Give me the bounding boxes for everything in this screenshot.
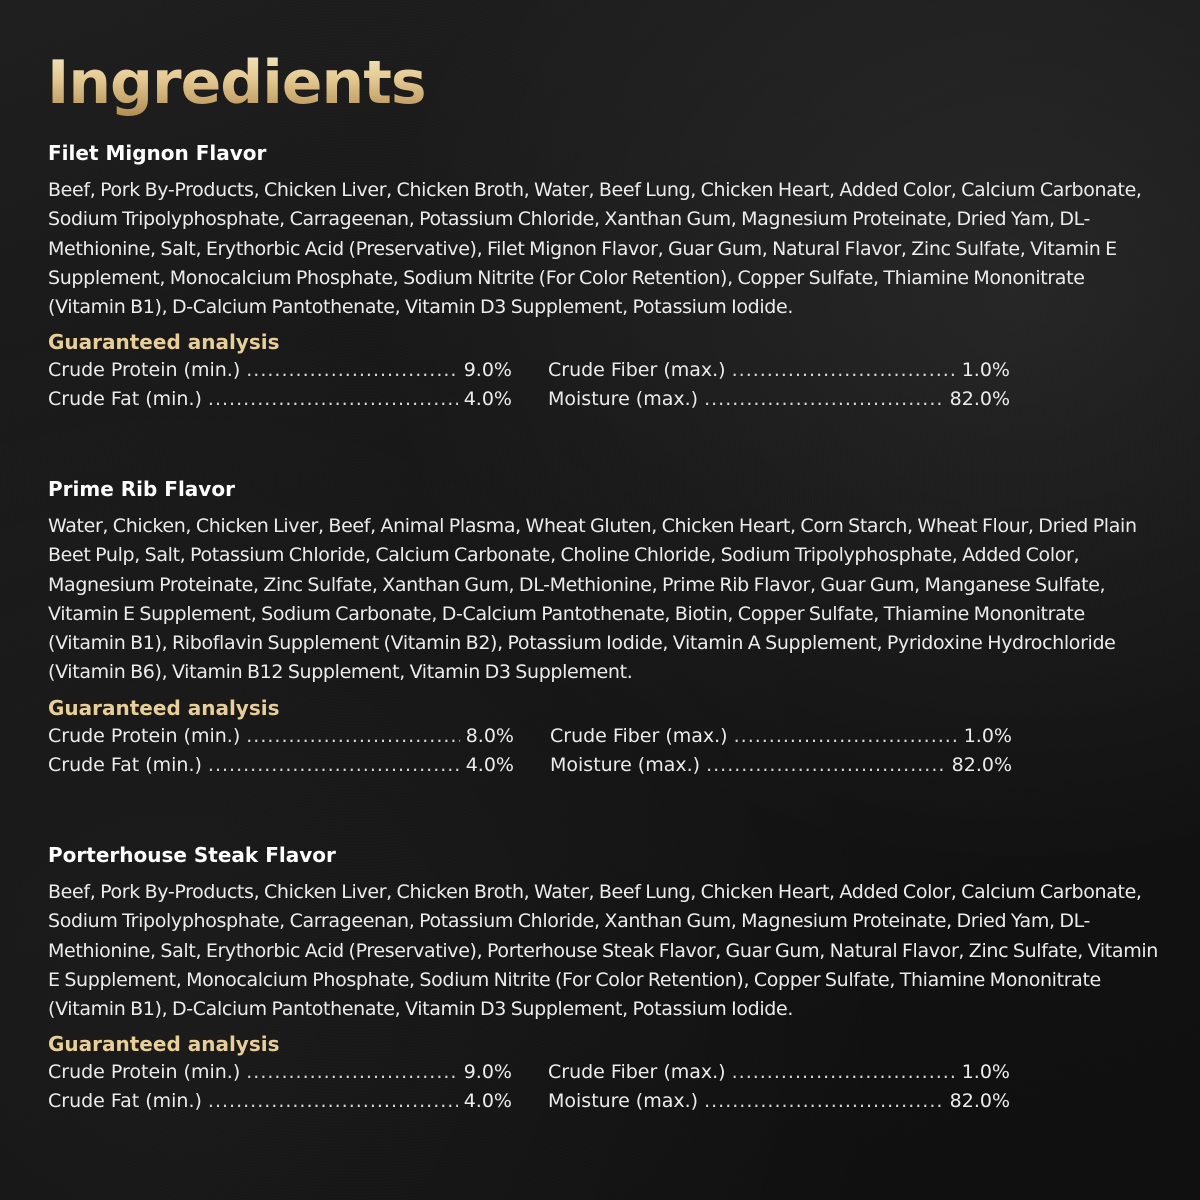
dot-leader xyxy=(706,751,946,780)
dot-leader xyxy=(704,385,944,414)
ingredient-list: Beef, Pork By-Products, Chicken Liver, Chicken Broth, Water, Beef Lung, Chicken Heart, Added Color, Calcium Carbonate, Sodium Tripolyphosphate, Carrageenan, Potassium Chloride, Xanthan Gum, Magnesium Proteinate, Dried Yam, DL-Methionine, Salt, Erythorbic Acid (Preservative), Porterhouse Steak Flavor, Guar Gum, Natural Flavor, Zinc Sulfate, Vitamin E Supplement, Monocalcium Phosphate, Sodium Nitrite (For Color Retention), Copper Sulfate, Thiamine Mononitrate (Vitamin B1), D-Calcium Pantothenate, Vitamin D3 Supplement, Potassium Iodide. xyxy=(48,881,1158,1021)
dot-leader xyxy=(246,1058,457,1087)
analysis-value: 1.0% xyxy=(961,359,1010,382)
analysis-row-crude-protein xyxy=(48,722,514,751)
analysis-row-crude-protein xyxy=(48,1058,512,1087)
dot-leader xyxy=(246,356,457,385)
analysis-label: Crude Protein (min.) xyxy=(48,359,241,382)
dot-leader xyxy=(732,1058,956,1087)
guaranteed-analysis-heading: Guaranteed analysis xyxy=(48,695,280,720)
analysis-value: 4.0% xyxy=(463,1090,512,1113)
guaranteed-analysis-table xyxy=(48,356,1158,414)
analysis-label: Crude Fat (min.) xyxy=(48,1090,202,1113)
analysis-row-crude-fiber xyxy=(550,722,1012,751)
analysis-value: 82.0% xyxy=(949,388,1010,411)
dot-leader xyxy=(208,1087,458,1116)
dot-leader xyxy=(246,722,459,751)
guaranteed-analysis-table xyxy=(48,722,1158,780)
analysis-value: 4.0% xyxy=(463,388,512,411)
analysis-value: 82.0% xyxy=(949,1090,1010,1113)
dot-leader xyxy=(208,751,460,780)
analysis-row-crude-fiber xyxy=(548,1058,1010,1087)
flavor-section-prime-rib xyxy=(48,476,1158,780)
analysis-value: 9.0% xyxy=(463,1061,512,1084)
dot-leader xyxy=(734,722,958,751)
analysis-label: Crude Fiber (max.) xyxy=(548,1061,726,1084)
guaranteed-analysis-heading: Guaranteed analysis xyxy=(48,330,280,355)
analysis-label: Moisture (max.) xyxy=(550,753,701,776)
analysis-label: Crude Protein (min.) xyxy=(48,1061,241,1084)
analysis-value: 9.0% xyxy=(463,359,512,382)
dot-leader xyxy=(208,385,458,414)
analysis-row-moisture xyxy=(548,1087,1010,1116)
analysis-value: 1.0% xyxy=(961,1061,1010,1084)
analysis-label: Crude Fiber (max.) xyxy=(550,724,728,747)
analysis-row-crude-fat xyxy=(48,385,512,414)
flavor-name: Porterhouse Steak Flavor xyxy=(48,843,336,867)
flavor-name: Filet Mignon Flavor xyxy=(48,141,267,165)
dot-leader xyxy=(732,356,956,385)
analysis-row-moisture xyxy=(548,385,1010,414)
analysis-label: Crude Protein (min.) xyxy=(48,724,241,747)
analysis-label: Crude Fat (min.) xyxy=(48,388,202,411)
dot-leader xyxy=(704,1087,944,1116)
analysis-value: 4.0% xyxy=(465,753,514,776)
guaranteed-analysis-heading: Guaranteed analysis xyxy=(48,1032,280,1057)
guaranteed-analysis-table xyxy=(48,1058,1158,1116)
ingredient-list: Beef, Pork By-Products, Chicken Liver, Chicken Broth, Water, Beef Lung, Chicken Heart, Added Color, Calcium Carbonate, Sodium Tripolyphosphate, Carrageenan, Potassium Chloride, Xanthan Gum, Magnesium Proteinate, Dried Yam, DL-Methionine, Salt, Erythorbic Acid (Preservative), Filet Mignon Flavor, Guar Gum, Natural Flavor, Zinc Sulfate, Vitamin E Supplement, Monocalcium Phosphate, Sodium Nitrite (For Color Retention), Copper Sulfate, Thiamine Mononitrate (Vitamin B1), D-Calcium Pantothenate, Vitamin D3 Supplement, Potassium Iodide. xyxy=(48,179,1142,319)
analysis-row-crude-fat xyxy=(48,751,514,780)
flavor-section-filet-mignon xyxy=(48,140,1158,414)
analysis-label: Crude Fat (min.) xyxy=(48,753,202,776)
analysis-label: Moisture (max.) xyxy=(548,1090,699,1113)
page-title: Ingredients xyxy=(47,48,426,118)
analysis-label: Crude Fiber (max.) xyxy=(548,359,726,382)
flavor-section-porterhouse-steak xyxy=(48,842,1158,1116)
analysis-value: 8.0% xyxy=(465,724,514,747)
analysis-row-crude-fat xyxy=(48,1087,512,1116)
analysis-row-moisture xyxy=(550,751,1012,780)
analysis-row-crude-fiber xyxy=(548,356,1010,385)
analysis-label: Moisture (max.) xyxy=(548,388,699,411)
analysis-row-crude-protein xyxy=(48,356,512,385)
ingredient-list: Water, Chicken, Chicken Liver, Beef, Animal Plasma, Wheat Gluten, Chicken Heart, Corn Starch, Wheat Flour, Dried Plain Beet Pulp, Salt, Potassium Chloride, Calcium Carbonate, Choline Chloride, Sodium Tripolyphosphate, Added Color, Magnesium Proteinate, Zinc Sulfate, Xanthan Gum, DL-Methionine, Prime Rib Flavor, Guar Gum, Manganese Sulfate, Vitamin E Supplement, Sodium Carbonate, D-Calcium Pantothenate, Biotin, Copper Sulfate, Thiamine Mononitrate (Vitamin B1), Riboflavin Supplement (Vitamin B2), Potassium Iodide, Vitamin A Supplement, Pyridoxine Hydrochloride (Vitamin B6), Vitamin B12 Supplement, Vitamin D3 Supplement. xyxy=(48,515,1137,684)
flavor-name: Prime Rib Flavor xyxy=(48,477,235,501)
analysis-value: 82.0% xyxy=(951,753,1012,776)
analysis-value: 1.0% xyxy=(963,724,1012,747)
